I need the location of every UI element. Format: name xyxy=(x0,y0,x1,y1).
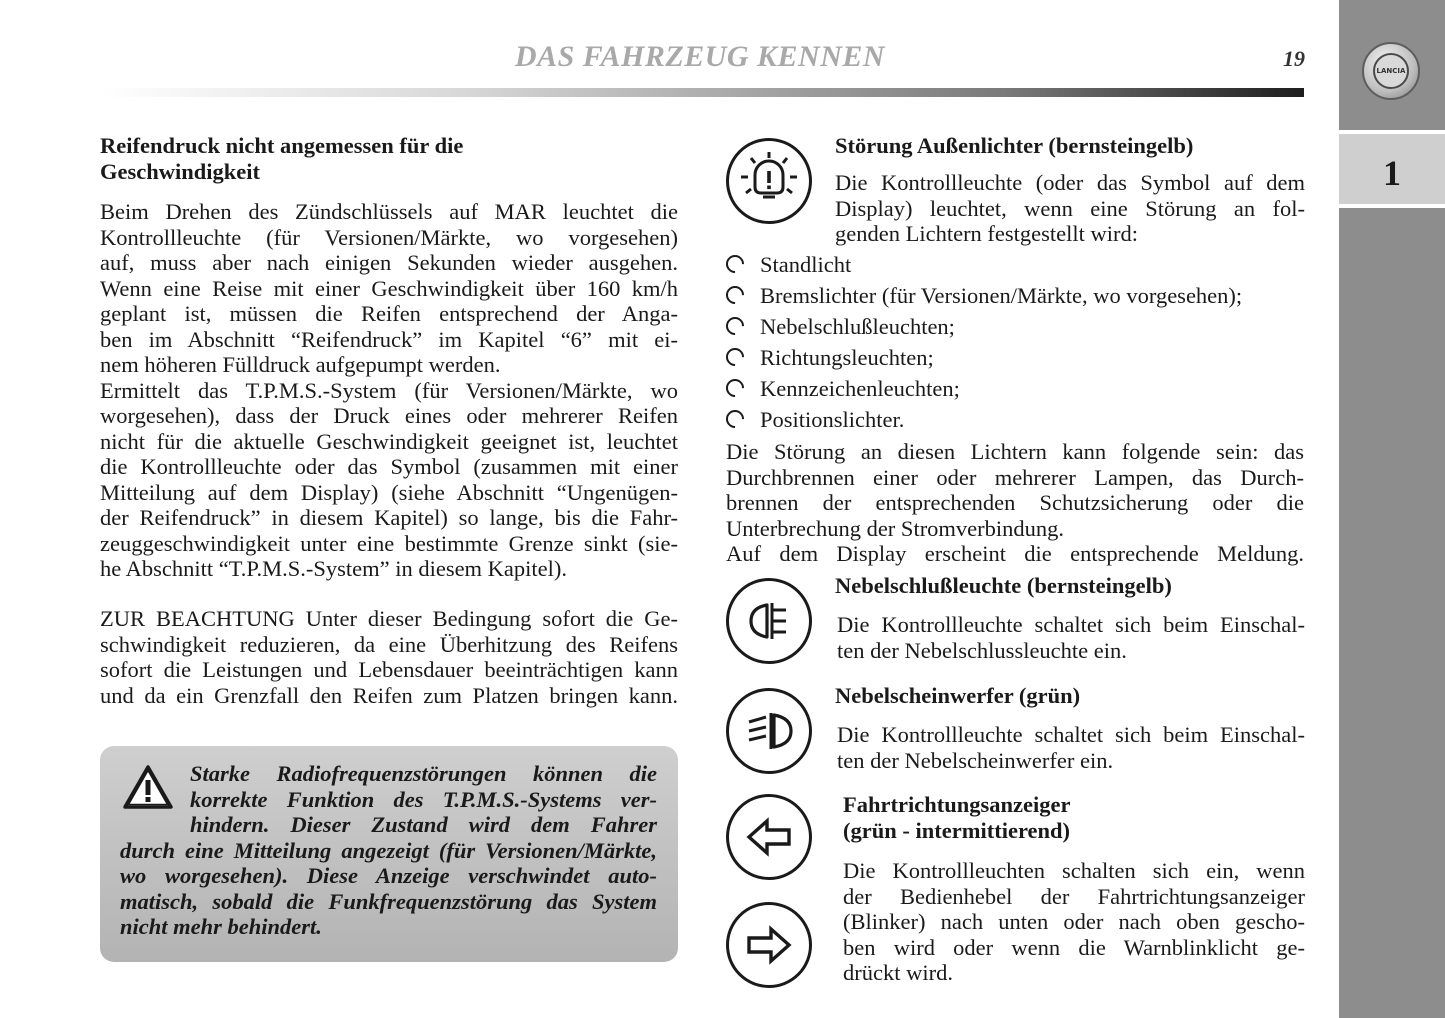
text-line: die Kontrollleuchte oder das Symbol (zusammen mit einer xyxy=(100,454,678,479)
text-line: drückt wird. xyxy=(843,960,953,985)
list-item xyxy=(726,404,1316,435)
page-section-title: DAS FAHRZEUG KENNEN xyxy=(514,40,886,73)
heading-line: Reifendruck nicht angemessen für die xyxy=(100,133,464,158)
text-line: Kontrollleuchte (für Versionen/Märkte, wo vorgesehen) xyxy=(100,224,678,250)
text-line: Starke Radiofrequenzstörungen können die xyxy=(190,761,657,786)
list-item xyxy=(726,280,1316,311)
tire-pressure-paragraph xyxy=(100,199,678,582)
front-fog-text xyxy=(837,722,1305,773)
rear-fog-heading: Nebelschlußleuchte (bernsteingelb) xyxy=(835,573,1172,598)
text-line: geplant ist, müssen die Reifen entsprechend der Anga- xyxy=(100,301,678,326)
bullet-icon xyxy=(722,313,747,338)
list-item xyxy=(726,373,1316,404)
text-line: Durchbrennen einer oder mehrerer Lampen, das Durch- xyxy=(726,464,1304,490)
lancia-logo xyxy=(1362,42,1420,100)
text-line: korrekte Funktion des T.P.M.S.-Systems ver- xyxy=(190,786,657,812)
text-line: zeuggeschwindigkeit unter eine bestimmte Grenze sinkt (sie- xyxy=(100,530,678,556)
heading-line: Fahrtrichtungsanzeiger xyxy=(843,792,1071,817)
list-item-text: Nebelschlußleuchten; xyxy=(760,314,955,339)
chapter-tab[interactable] xyxy=(1339,130,1445,208)
note-paragraph xyxy=(100,606,678,708)
text-line: matisch, sobald die Funkfrequenzstörung das System xyxy=(120,888,657,914)
text-line: Beim Drehen des Zündschlüssels auf MAR leuchtet die xyxy=(100,199,678,224)
exterior-lights-list xyxy=(726,249,1316,435)
text-line: genden Lichtern festgestellt wird: xyxy=(835,221,1139,246)
text-line: Die Störung an diesen Lichtern kann folgende sein: das xyxy=(726,439,1304,464)
page-number: 19 xyxy=(1283,46,1305,71)
text-line: wo worgesehen). Diese Anzeige verschwindet auto- xyxy=(120,863,657,888)
list-item xyxy=(726,311,1316,342)
list-item-text: Bremslichter (für Versionen/Märkte, wo vorgesehen); xyxy=(760,283,1243,308)
text-line: ten der Nebelschlussleuchte ein. xyxy=(837,637,1127,663)
text-line: Mitteilung auf dem Display) (siehe Abschnitt “Ungenügen- xyxy=(100,479,678,505)
list-item xyxy=(726,342,1316,373)
text-line: (Blinker) nach unten oder nach oben gescho- xyxy=(843,909,1305,934)
list-item-text: Kennzeichenleuchten; xyxy=(760,376,960,401)
text-line: und da ein Grenzfall den Reifen zum Platzen bringen kann. xyxy=(100,682,678,708)
text-line: ZUR BEACHTUNG Unter dieser Bedingung sofort die Ge- xyxy=(100,606,678,631)
bullet-icon xyxy=(722,251,747,276)
text-line: Unterbrechung der Stromverbindung. xyxy=(726,515,1065,541)
header-rule xyxy=(100,88,1304,97)
tire-pressure-heading xyxy=(100,133,680,184)
exterior-lights-intro xyxy=(835,170,1305,247)
turn-indicator-heading xyxy=(843,792,1303,843)
text-line: sofort die Leistungen und Lebensdauer beeinträchtigen kann xyxy=(100,657,678,682)
front-fog-heading: Nebelscheinwerfer (grün) xyxy=(835,683,1081,708)
text-line: Die Kontrollleuchte schaltet sich beim Einschal- xyxy=(837,722,1305,747)
text-line: Die Kontrollleuchten schalten sich ein, wenn xyxy=(843,858,1305,883)
text-line: der Bedienhebel der Fahrtrichtungsanzeiger xyxy=(843,883,1305,909)
text-line: Display) leuchtet, wenn eine Störung an fol- xyxy=(835,195,1305,221)
rear-fog-text xyxy=(837,612,1305,663)
text-line: brennen der entsprechenden Schutzsicherung oder die xyxy=(726,490,1304,515)
text-line: durch eine Mitteilung angezeigt (für Versionen/Märkte, xyxy=(120,837,657,863)
turn-indicator-text xyxy=(843,858,1305,986)
text-line: Ermittelt das T.P.M.S.-System (für Versionen/Märkte, wo xyxy=(100,377,678,403)
text-line: ben im Abschnitt “Reifendruck” im Kapitel “6” mit ei- xyxy=(100,326,678,352)
list-item-text: Standlicht xyxy=(760,252,852,277)
list-item xyxy=(726,249,1316,280)
turn-right-arrow-icon xyxy=(726,902,812,988)
lancia-logo-text: LANCIA xyxy=(1373,53,1409,89)
text-line: Wenn eine Reise mit einer Geschwindigkeit über 160 km/h xyxy=(100,275,678,301)
bullet-icon xyxy=(722,344,747,369)
text-line: ten der Nebelscheinwerfer ein. xyxy=(837,747,1114,773)
text-line: hindern. Dieser Zustand wird dem Fahrer xyxy=(190,812,657,837)
bullet-icon xyxy=(722,406,747,431)
heading-line: Geschwindigkeit xyxy=(100,158,261,184)
text-line: auf, muss aber nach einigen Sekunden wieder ausgehen. xyxy=(100,250,678,275)
bullet-icon xyxy=(722,282,747,307)
front-fog-light-icon xyxy=(726,688,812,774)
text-line: nicht mehr behindert. xyxy=(120,914,322,939)
text-line: der Reifendruck” in diesem Kapitel) so lange, bis die Fahr- xyxy=(100,505,678,530)
text-line: schwindigkeit reduzieren, da eine Überhitzung des Reifens xyxy=(100,631,678,657)
exterior-lights-heading: Störung Außenlichter (bernsteingelb) xyxy=(835,133,1194,158)
chapter-tab-number: 1 xyxy=(1383,153,1401,193)
text-line: nem höheren Fülldruck aufgepumpt werden. xyxy=(100,352,501,377)
text-line: Die Kontrollleuchte schaltet sich beim Einschal- xyxy=(837,612,1305,637)
list-item-text: Richtungsleuchten; xyxy=(760,345,934,370)
list-item-text: Positionslichter. xyxy=(760,407,905,432)
turn-left-arrow-icon xyxy=(726,794,812,880)
heading-line: (grün - intermittierend) xyxy=(843,817,1071,843)
text-line: Die Kontrollleuchte (oder das Symbol auf dem xyxy=(835,170,1305,195)
rear-fog-light-icon xyxy=(726,578,812,664)
text-line: ben wird oder wenn die Warnblinklicht ge- xyxy=(843,934,1305,960)
text-line: he Abschnitt “T.P.M.S.-System” in diesem Kapitel). xyxy=(100,556,568,581)
exterior-lights-after xyxy=(726,439,1304,567)
text-line: nicht für die aktuelle Geschwindigkeit geeignet ist, leuchtet xyxy=(100,428,678,454)
text-line: worgesehen), dass der Druck eines oder mehrerer Reifen xyxy=(100,403,678,428)
warning-text xyxy=(120,761,657,940)
text-line: Auf dem Display erscheint die entsprechende Meldung. xyxy=(726,541,1304,566)
exterior-light-fault-icon xyxy=(726,138,812,224)
bullet-icon xyxy=(722,375,747,400)
